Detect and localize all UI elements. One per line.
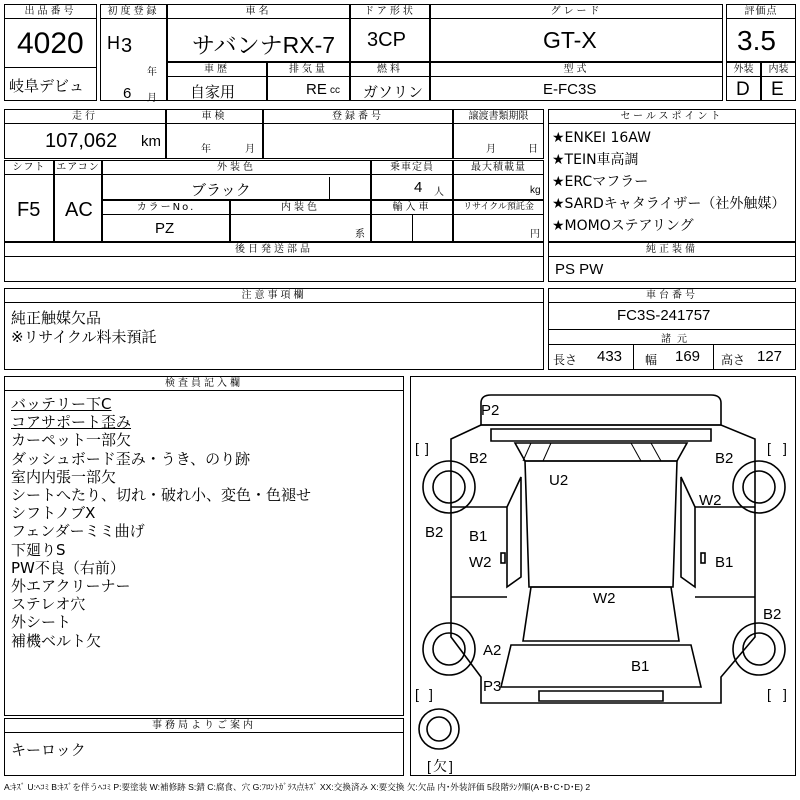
max-load-label: 最大積載量 [454, 161, 543, 175]
inspector-item: 下廻りS [11, 540, 66, 559]
fuel: ガソリン [363, 84, 424, 101]
inspector-item: コアサポート歪み [11, 413, 132, 432]
mileage: 107,062 [45, 130, 118, 152]
color-number: PZ [155, 220, 175, 237]
office-notice: キーロック [11, 742, 86, 759]
max-load-box [453, 160, 544, 200]
sales-points-label: セールスポイント [549, 110, 795, 124]
interior-color-unit: 系 [355, 229, 365, 240]
chassis-label: 車台番号 [549, 289, 795, 303]
capacity: 4 [414, 179, 423, 196]
exterior-color: ブラック [191, 182, 251, 199]
inspector-item: ダッシュボード歪み・うき、のり跡 [11, 449, 251, 468]
interior-grade-label: 内装 [762, 63, 795, 77]
sales-point-item: ★MOMOステアリング [552, 218, 694, 234]
inspection-month-unit: 月 [245, 144, 257, 155]
max-load-unit: kg [530, 185, 541, 196]
damage-mark: W2 [699, 492, 722, 509]
first-registration-label: 初度登録 [101, 5, 166, 19]
displacement-label: 排気量 [268, 63, 349, 77]
bracket: ] [783, 686, 787, 702]
history-box [167, 62, 267, 101]
score: 3.5 [737, 25, 776, 56]
era-prefix: H [107, 33, 120, 53]
capacity-box [371, 160, 453, 200]
specs-label: 諸元 [661, 334, 693, 345]
exterior-color-label: 外装色 [103, 161, 370, 175]
bracket: [ [767, 440, 771, 456]
sales-point-item: ★ENKEI 16AW [552, 130, 651, 146]
exterior-color-box [102, 160, 371, 200]
exterior-grade-label: 外装 [727, 63, 760, 77]
venue: 岐阜デビュ [9, 78, 85, 95]
exterior-grade: D [736, 79, 750, 100]
mileage-box [4, 109, 166, 159]
grade-box [430, 4, 723, 62]
score-label: 評価点 [727, 5, 795, 19]
inspector-item: シフトノブX [11, 504, 96, 523]
length-label: 長さ [553, 353, 578, 367]
front-right-wheel [733, 461, 785, 513]
damage-mark: U2 [549, 472, 569, 489]
inspector-item: ステレオ穴 [11, 595, 86, 614]
damage-mark: B1 [715, 554, 734, 571]
interior-grade: E [771, 79, 784, 100]
shift-box [4, 160, 54, 242]
height-label: 高さ [721, 353, 746, 367]
lot-number: 4020 [17, 27, 84, 60]
fuel-label: 燃料 [351, 63, 429, 77]
bracket: ] [425, 440, 429, 456]
damage-mark: B2 [763, 606, 782, 623]
door-type: 3CP [367, 29, 406, 51]
bracket: ] [429, 686, 433, 702]
bracket: [ [415, 440, 419, 456]
genuine-equipment: PS PW [555, 261, 604, 278]
car-name-label: 車名 [168, 5, 349, 19]
door-label: ドア形状 [351, 5, 429, 19]
length: 433 [597, 348, 623, 365]
displacement: RE [306, 81, 327, 98]
body-outline [451, 425, 755, 703]
transfer-month-unit: 月 [486, 144, 498, 155]
damage-mark: A2 [483, 642, 502, 659]
note-line: ※リサイクル料未預託 [11, 328, 157, 346]
lot-number-label: 出品番号 [5, 5, 96, 19]
inspection-label: 車検 [167, 110, 262, 124]
capacity-unit: 人 [434, 187, 446, 198]
notes-box [4, 288, 544, 370]
interior-grade-box [761, 62, 796, 101]
car-diagram [411, 377, 796, 776]
model-box [430, 62, 723, 101]
front-bumper-outline [481, 395, 721, 425]
inspector-item: カーペット一部欠 [11, 431, 132, 450]
damage-mark: W2 [593, 590, 616, 607]
damage-mark: B2 [469, 450, 488, 467]
ac: AC [65, 199, 93, 221]
interior-color-box [230, 200, 371, 242]
height: 127 [757, 348, 783, 365]
inspection-box [166, 109, 263, 159]
grade: GT-X [543, 27, 597, 53]
car-name: サバンナRX-7 [192, 32, 336, 58]
later-parts-box [4, 242, 544, 282]
notes-label: 注意事項欄 [5, 289, 543, 303]
reg-number-box [263, 109, 453, 159]
score-box [726, 4, 796, 62]
genuine-equipment-box [548, 242, 796, 282]
inspection-year-unit: 年 [201, 144, 213, 155]
bracket: [ [415, 686, 419, 702]
import-label: 輸入車 [372, 201, 452, 215]
rear-left-wheel [423, 623, 475, 675]
inspector-item: 外エアクリーナー [11, 577, 131, 596]
ac-box [54, 160, 102, 242]
reg-number-label: 登録番号 [264, 110, 452, 124]
history-label: 車歴 [168, 63, 266, 77]
damage-mark: B2 [715, 450, 734, 467]
bracket: ] [783, 440, 787, 456]
car-name-box [167, 4, 350, 62]
month-unit: 月 [147, 93, 159, 104]
inspector-item: 補機ベルト欠 [11, 631, 102, 650]
rear-right-wheel [733, 623, 785, 675]
note-line: 純正触媒欠品 [11, 309, 102, 327]
import-box [371, 200, 453, 242]
door-box [350, 4, 430, 62]
svg-text:]: ] [449, 758, 453, 774]
model: E-FC3S [543, 81, 597, 98]
mileage-unit: km [141, 133, 161, 150]
exterior-grade-box [726, 62, 761, 101]
year-unit: 年 [147, 67, 159, 78]
spare-tire [419, 709, 459, 749]
svg-text:[: [ [427, 758, 431, 774]
shift-label: シフト [5, 161, 53, 175]
office-notice-box [4, 718, 404, 776]
damage-mark: B2 [425, 524, 444, 541]
sales-points-box [548, 109, 796, 242]
month: 6 [123, 85, 132, 102]
displacement-unit: cc [330, 85, 340, 96]
fuel-box [350, 62, 430, 101]
sales-point-item: ★ERCマフラー [552, 174, 649, 190]
roof-outline [525, 461, 677, 587]
chassis-number: FC3S-241757 [617, 307, 711, 324]
transfer-deadline-box [453, 109, 544, 159]
sales-point-item: ★SARDキャタライザー（社外触媒） [552, 196, 786, 212]
damage-mark: B1 [469, 528, 488, 545]
recycle-unit: 円 [530, 229, 540, 240]
history: 自家用 [190, 84, 236, 101]
ac-label: エアコン [56, 162, 100, 173]
model-label: 型式 [431, 63, 722, 77]
genuine-equipment-label: 純正装備 [549, 243, 795, 257]
front-left-wheel [423, 461, 475, 513]
transfer-day-unit: 日 [528, 144, 540, 155]
damage-mark: P3 [483, 678, 502, 695]
inspector-item: PW不良（右前） [11, 558, 125, 577]
damage-mark: P2 [481, 402, 500, 419]
inspector-item: 外シート [11, 613, 72, 632]
capacity-label: 乗車定員 [372, 161, 452, 175]
recycle-label: リサイクル預託金 [454, 201, 543, 215]
inspector-label: 検査員記入欄 [5, 377, 403, 391]
first-registration-box [100, 4, 167, 104]
spare-missing-mark: 欠 [433, 758, 447, 774]
inspector-item: バッテリー下C [11, 395, 112, 413]
width-label: 幅 [645, 353, 658, 367]
inspector-item: フェンダーミミ曲げ [11, 522, 145, 541]
damage-mark: B1 [631, 658, 650, 675]
windshield-outline [515, 443, 687, 461]
mileage-label: 走行 [5, 110, 165, 124]
damage-mark: W2 [469, 554, 492, 571]
displacement-box [267, 62, 350, 101]
car-diagram-box [410, 376, 796, 776]
color-number-label: カラーNo. [103, 201, 229, 215]
era-year: 3 [121, 35, 133, 57]
lot-number-box [4, 4, 97, 101]
inspector-item: シートへたり、切れ・破れ小、変色・色褪せ [11, 486, 312, 505]
chassis-box [548, 288, 796, 370]
interior-color-label: 内装色 [231, 201, 370, 215]
bracket: [ [767, 686, 771, 702]
shift: F5 [17, 199, 41, 221]
inspector-box [4, 376, 404, 716]
color-number-box [102, 200, 230, 242]
grade-label: グレード [431, 5, 722, 19]
inspector-item: 室内内張一部欠 [11, 467, 117, 486]
sales-point-item: ★TEIN車高調 [552, 152, 639, 168]
legend: A:ｷｽﾞ U:ﾍｺﾐ B:ｷｽﾞを伴うﾍｺﾐ P:要塗装 W:補修跡 S:錆 C:腐食、穴 G:ﾌﾛﾝﾄｶﾞﾗｽ点ｷｽﾞ XX:交換済み X:要交換 欠:欠品 内･外装評価 5段階ﾗﾝｸ順(A･B･C･D･E) 2 [4, 782, 591, 792]
recycle-box [453, 200, 544, 242]
later-parts-label: 後日発送部品 [5, 243, 543, 257]
office-notice-label: 事務局よりご案内 [5, 719, 403, 733]
width: 169 [675, 348, 701, 365]
transfer-deadline-label: 譲渡書類期限 [454, 110, 543, 124]
